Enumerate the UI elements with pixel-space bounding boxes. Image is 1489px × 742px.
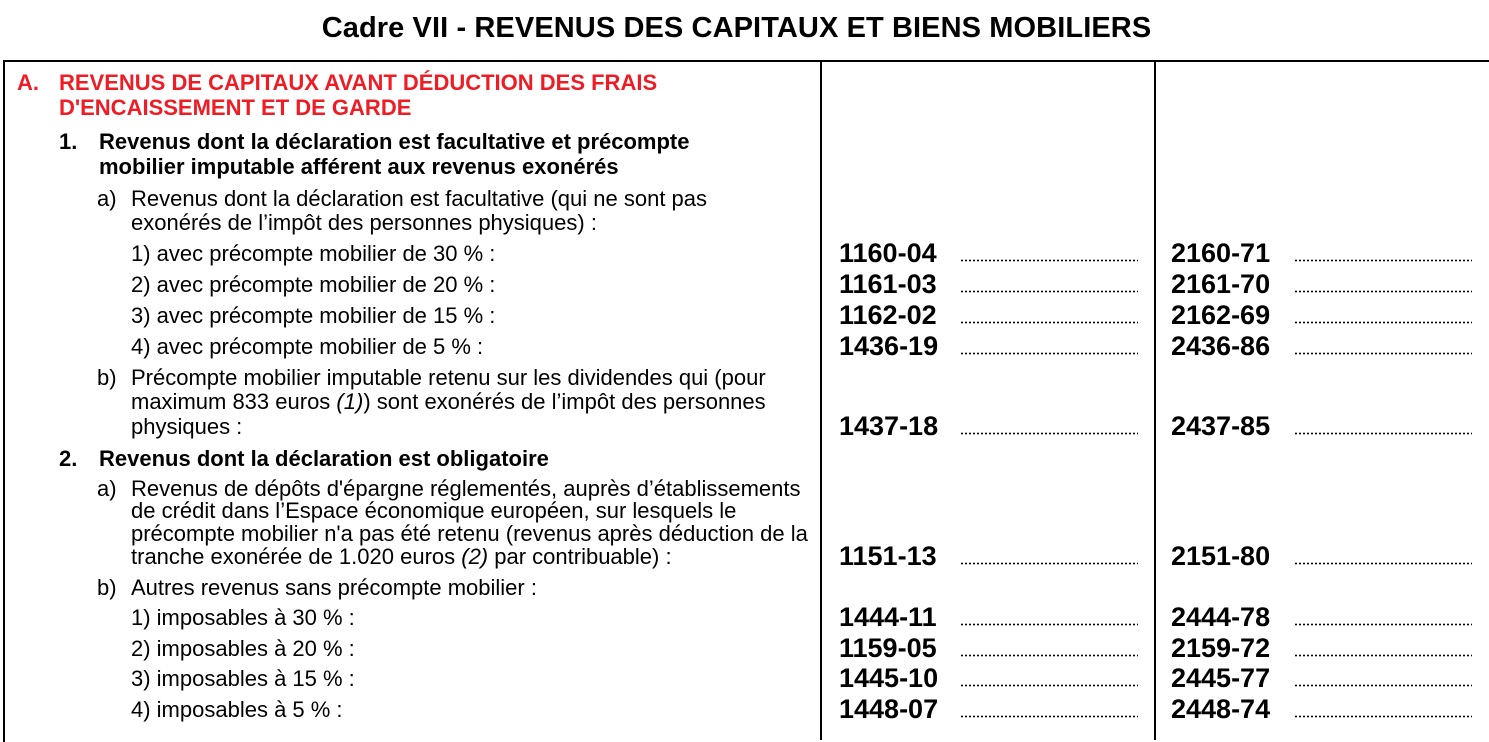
amount-field-1444-11[interactable] bbox=[960, 623, 1138, 626]
item2-heading: Revenus dont la déclaration est obligatoire bbox=[99, 446, 549, 471]
code-2444-78: 2444-78 bbox=[1171, 602, 1271, 632]
row-label: 2) imposables à 20 % : bbox=[131, 636, 355, 661]
amount-field-2448-74[interactable] bbox=[1294, 715, 1472, 718]
item2a-letter: a) bbox=[97, 476, 117, 501]
amount-field-2161-70[interactable] bbox=[1294, 290, 1472, 293]
item1b-letter: b) bbox=[97, 365, 117, 390]
code-1445-10: 1445-10 bbox=[839, 663, 939, 693]
item1b-text-line2: maximum 833 euros (1)) sont exonérés de l’impôt des personnes bbox=[131, 389, 766, 414]
column-divider-1 bbox=[820, 60, 822, 740]
amount-field-2445-77[interactable] bbox=[1294, 684, 1472, 687]
page-title: Cadre VII - REVENUS DES CAPITAUX ET BIENS MOBILIERS bbox=[321, 12, 1152, 44]
code-1160-04: 1160-04 bbox=[839, 238, 937, 268]
item1a-letter: a) bbox=[97, 186, 117, 211]
amount-field-1445-10[interactable] bbox=[960, 684, 1138, 687]
amount-field-2160-71[interactable] bbox=[1294, 259, 1472, 262]
row-label: 1) imposables à 30 % : bbox=[131, 605, 355, 630]
code-2159-72: 2159-72 bbox=[1171, 633, 1271, 663]
item1a-text-line1: Revenus dont la déclaration est facultative (qui ne sont pas bbox=[131, 186, 708, 211]
item1-heading-line2: mobilier imputable afférent aux revenus exonérés bbox=[99, 154, 619, 179]
item1-number: 1. bbox=[59, 129, 78, 154]
code-1436-19: 1436-19 bbox=[839, 331, 939, 361]
row-label: 4) imposables à 5 % : bbox=[131, 697, 343, 722]
item2a-text-line4: tranche exonérée de 1.020 euros (2) par contribuable) : bbox=[131, 544, 672, 569]
code-1159-05: 1159-05 bbox=[839, 633, 937, 663]
amount-field-2162-69[interactable] bbox=[1294, 321, 1472, 324]
code-1448-07: 1448-07 bbox=[839, 694, 939, 724]
amount-field-2436-86[interactable] bbox=[1294, 352, 1472, 355]
item2a-text-line1: Revenus de dépôts d'épargne réglementés, auprès d’établissements bbox=[131, 476, 801, 501]
column-divider-2 bbox=[1154, 60, 1156, 740]
amount-field-1159-05[interactable] bbox=[960, 654, 1138, 657]
item2a-text-line2: de crédit dans l’Espace économique européen, sur lesquels le bbox=[131, 498, 737, 523]
amount-field-2437-85[interactable] bbox=[1294, 432, 1472, 435]
row-label: 3) avec précompte mobilier de 15 % : bbox=[131, 303, 496, 328]
code-1444-11: 1444-11 bbox=[839, 602, 937, 632]
item1a-text-line2: exonérés de l’impôt des personnes physiques) : bbox=[131, 210, 597, 235]
footnote-ref-1: (1) bbox=[336, 389, 364, 414]
row-label: 1) avec précompte mobilier de 30 % : bbox=[131, 241, 496, 266]
row-label: 4) avec précompte mobilier de 5 % : bbox=[131, 334, 484, 359]
amount-field-1437-18[interactable] bbox=[960, 432, 1138, 435]
code-2445-77: 2445-77 bbox=[1171, 663, 1271, 693]
code-2437-85: 2437-85 bbox=[1171, 411, 1271, 441]
footnote-ref-2: (2) bbox=[461, 544, 489, 569]
code-2160-71: 2160-71 bbox=[1171, 238, 1271, 268]
item2a-text-line3: précompte mobilier n'a pas été retenu (revenus après déduction de la bbox=[131, 521, 808, 546]
code-2436-86: 2436-86 bbox=[1171, 331, 1271, 361]
row-label: 2) avec précompte mobilier de 20 % : bbox=[131, 272, 496, 297]
item1b-text-line3: physiques : bbox=[131, 414, 243, 439]
code-1151-13: 1151-13 bbox=[839, 541, 937, 571]
row-label: 3) imposables à 15 % : bbox=[131, 666, 355, 691]
code-2151-80: 2151-80 bbox=[1171, 541, 1271, 571]
amount-field-2444-78[interactable] bbox=[1294, 623, 1472, 626]
item2b-text-line1: Autres revenus sans précompte mobilier : bbox=[131, 575, 537, 600]
section-a-letter: A. bbox=[17, 70, 39, 95]
item1b-text-line1: Précompte mobilier imputable retenu sur les dividendes qui (pour bbox=[131, 365, 766, 390]
code-1437-18: 1437-18 bbox=[839, 411, 939, 441]
code-2162-69: 2162-69 bbox=[1171, 300, 1271, 330]
amount-field-2151-80[interactable] bbox=[1294, 562, 1472, 565]
code-1161-03: 1161-03 bbox=[839, 269, 937, 299]
item1-heading-line1: Revenus dont la déclaration est facultative et précompte bbox=[99, 129, 690, 154]
section-a-heading-line2: D'ENCAISSEMENT ET DE GARDE bbox=[59, 95, 412, 120]
code-2448-74: 2448-74 bbox=[1171, 694, 1271, 724]
amount-field-1160-04[interactable] bbox=[960, 259, 1138, 262]
amount-field-1161-03[interactable] bbox=[960, 290, 1138, 293]
item2b-letter: b) bbox=[97, 575, 117, 600]
amount-field-1436-19[interactable] bbox=[960, 352, 1138, 355]
item2-number: 2. bbox=[59, 446, 78, 471]
code-2161-70: 2161-70 bbox=[1171, 269, 1271, 299]
amount-field-1162-02[interactable] bbox=[960, 321, 1138, 324]
section-a-heading-line1: REVENUS DE CAPITAUX AVANT DÉDUCTION DES FRAIS bbox=[59, 70, 658, 95]
code-1162-02: 1162-02 bbox=[839, 300, 937, 330]
amount-field-2159-72[interactable] bbox=[1294, 654, 1472, 657]
amount-field-1448-07[interactable] bbox=[960, 715, 1138, 718]
amount-field-1151-13[interactable] bbox=[960, 562, 1138, 565]
